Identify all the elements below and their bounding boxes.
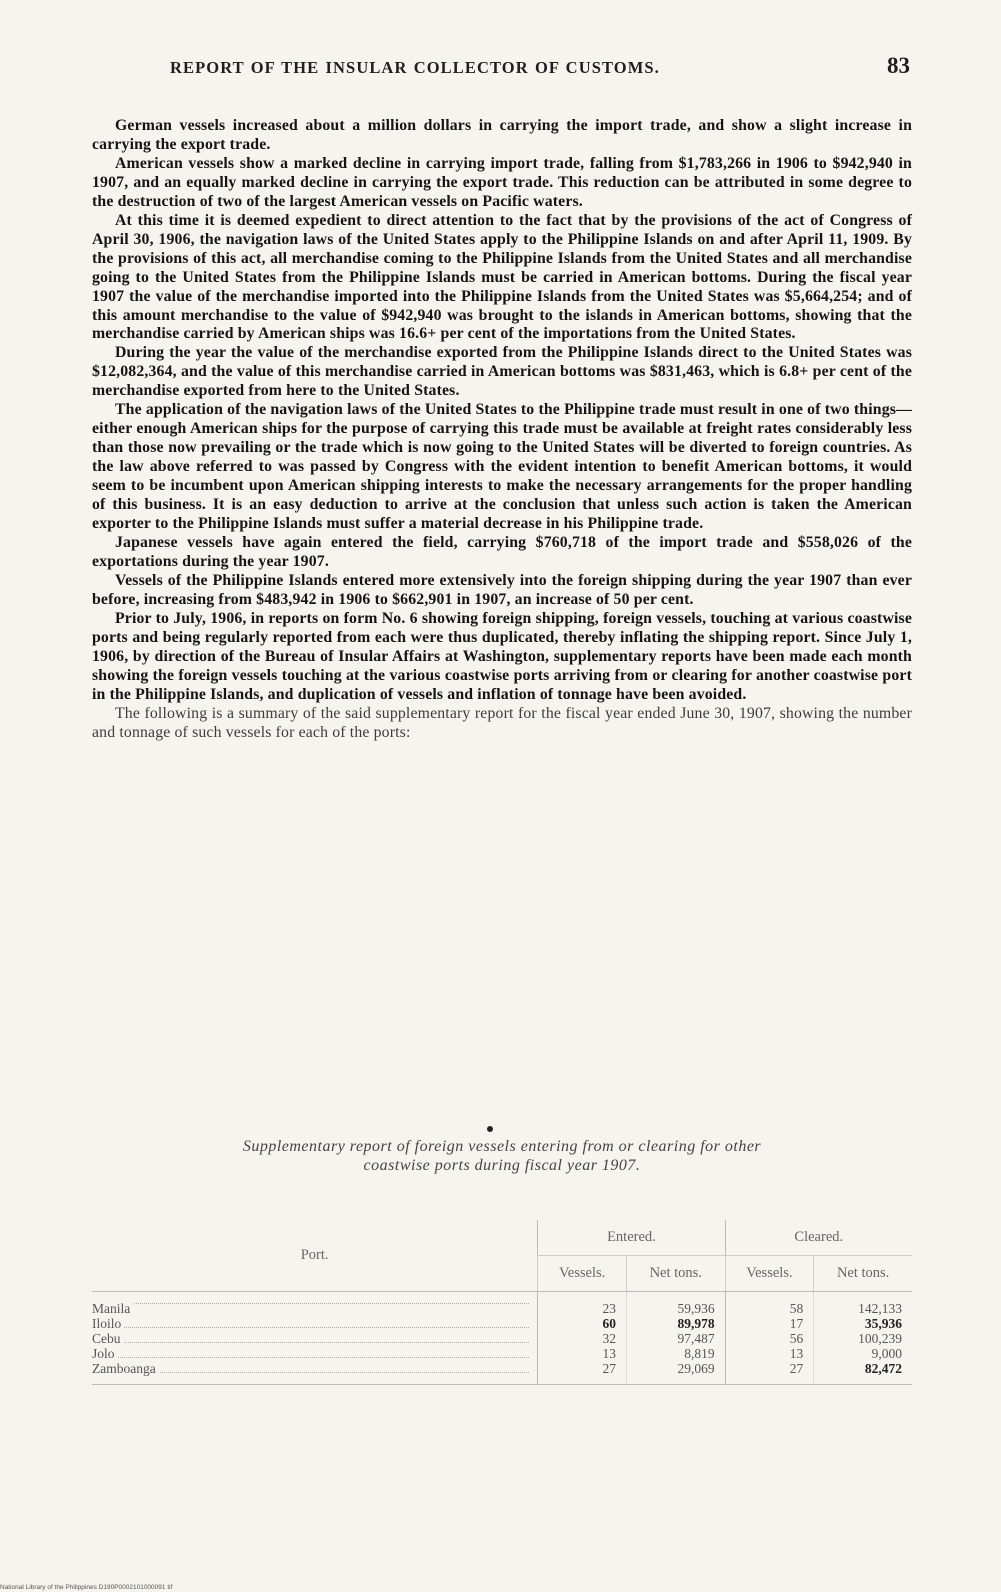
port-name: Iloilo <box>92 1316 124 1331</box>
entered-net-tons: 29,069 <box>626 1361 725 1385</box>
entered-vessels: 60 <box>538 1316 627 1331</box>
port-name: Cebu <box>92 1331 124 1346</box>
cleared-net-tons: 142,133 <box>814 1292 912 1317</box>
cleared-vessels: 17 <box>725 1316 814 1331</box>
column-header-cleared-net-tons: Net tons. <box>814 1256 912 1292</box>
entered-net-tons: 8,819 <box>626 1346 725 1361</box>
port-name: Jolo <box>92 1346 118 1361</box>
entered-vessels: 13 <box>538 1346 627 1361</box>
page-number: 83 <box>887 53 910 78</box>
running-head-title: REPORT OF THE INSULAR COLLECTOR OF CUSTOMS. <box>170 58 660 77</box>
port-name: Zamboanga <box>92 1361 159 1376</box>
bullet-dot <box>487 1126 493 1132</box>
running-head <box>170 53 910 78</box>
table-row <box>92 1292 912 1317</box>
table-caption-line-2: coastwise ports during fiscal year 1907. <box>363 1157 641 1174</box>
column-header-cleared-vessels: Vessels. <box>725 1256 814 1292</box>
table-row <box>92 1331 912 1346</box>
entered-vessels: 23 <box>538 1292 627 1317</box>
column-group-entered: Entered. <box>538 1220 725 1256</box>
cleared-net-tons: 9,000 <box>814 1346 912 1361</box>
paragraph-navigation-laws: At this time it is deemed expedient to direct attention to the fact that by the provisions of the act of Congress of April 30, 1906, the navigation laws of the United States apply to the Philippine Islands on and after April 11, 1909. By the provisions of this act, all merchandise coming to the Philippine Islands from the United States and all merchandise going to the United States from the Philippine Islands must be carried in American bottoms. During the fiscal year 1907 the value of the merchandise imported into the Philippine Islands from the United States was $5,664,254; and of this amount merchandise to the value of $942,940 was brought to the islands in American bottoms, showing that the merchandise carried by American ships was 16.6+ per cent of the importations from the United States. <box>92 211 912 343</box>
paragraph-exports: During the year the value of the merchandise exported from the Philippine Islands direct to the United States was $12,082,364, and the value of this merchandise carried in American bottoms was $831,463, which is 6.8+ per cent of the merchandise exported from here to the United States. <box>92 344 912 400</box>
cleared-vessels: 13 <box>725 1346 814 1361</box>
paragraph-american-vessels: American vessels show a marked decline in carrying import trade, falling from $1,783,266 in 1906 to $942,940 in 1907, and an equally marked decline in carrying the export trade. This reduction can be attributed in some degree to the destruction of two of the largest American vessels on Pacific waters. <box>92 154 912 210</box>
paragraph-japanese-vessels: Japanese vessels have again entered the field, carrying $760,718 of the import trade and $558,026 of the exportations during the year 1907. <box>92 533 912 570</box>
entered-vessels: 32 <box>538 1331 627 1346</box>
table-row <box>92 1316 912 1331</box>
paragraph-supplementary-reports: Prior to July, 1906, in reports on form No. 6 showing foreign shipping, foreign vessels, touching at various coastwise ports and being regularly reported from each were thus duplicated, thereby inflating the shipping report. Since July 1, 1906, by direction of the Bureau of Insular Affairs at Washington, supplementary reports have been made each month showing the foreign vessels touching at the various coastwise ports arriving from or clearing for another coastwise port in the Philippine Islands, and duplication of vessels and inflation of tonnage have been avoided. <box>92 609 912 703</box>
cleared-net-tons: 35,936 <box>814 1316 912 1331</box>
entered-net-tons: 97,487 <box>626 1331 725 1346</box>
entered-net-tons: 59,936 <box>626 1292 725 1317</box>
table-caption <box>92 1137 912 1175</box>
cleared-vessels: 56 <box>725 1331 814 1346</box>
paragraph-summary-intro: The following is a summary of the said supplementary report for the fiscal year ended June 30, 1907, showing the number and tonnage of such vessels for each of the ports: <box>92 704 912 741</box>
cleared-vessels: 27 <box>725 1361 814 1385</box>
column-group-cleared: Cleared. <box>725 1220 912 1256</box>
table-row <box>92 1361 912 1385</box>
entered-net-tons: 89,978 <box>626 1316 725 1331</box>
paragraph-philippine-vessels: Vessels of the Philippine Islands entered more extensively into the foreign shipping during the year 1907 than ever before, increasing from $483,942 in 1906 to $662,901 in 1907, an increase of 50 per cent. <box>92 571 912 608</box>
table-caption-line-1: Supplementary report of foreign vessels entering from or clearing for other <box>242 1138 762 1155</box>
table-row <box>92 1346 912 1361</box>
cleared-net-tons: 100,239 <box>814 1331 912 1346</box>
column-header-port: Port. <box>92 1220 538 1292</box>
entered-vessels: 27 <box>538 1361 627 1385</box>
column-header-entered-vessels: Vessels. <box>538 1256 627 1292</box>
scan-source-footer: National Library of the Philippines D190P0002101000091 tif <box>0 1584 173 1591</box>
paragraph-application: The application of the navigation laws of the United States to the Philippine trade must result in one of two things—either enough American ships for the purpose of carrying this trade must be available at freight rates considerably less than those now prevailing or the trade which is now going to the United States will be diverted to foreign countries. As the law above referred to was passed by Congress with the evident intention to benefit American bottoms, it would seem to be incumbent upon American shipping interests to make the necessary arrangements for the proper handling of this business. It is an easy deduction to arrive at the conclusion that unless such action is taken the American exporter to the Philippine Islands must suffer a material decrease in his Philippine trade. <box>92 401 912 533</box>
paragraph-german-vessels: German vessels increased about a million dollars in carrying the import trade, and show a slight increase in carrying the export trade. <box>92 117 912 153</box>
cleared-vessels: 58 <box>725 1292 814 1317</box>
column-header-entered-net-tons: Net tons. <box>626 1256 725 1292</box>
supplementary-report-table <box>92 1220 912 1385</box>
body-text <box>92 117 912 742</box>
cleared-net-tons: 82,472 <box>814 1361 912 1385</box>
port-name: Manila <box>92 1301 133 1316</box>
